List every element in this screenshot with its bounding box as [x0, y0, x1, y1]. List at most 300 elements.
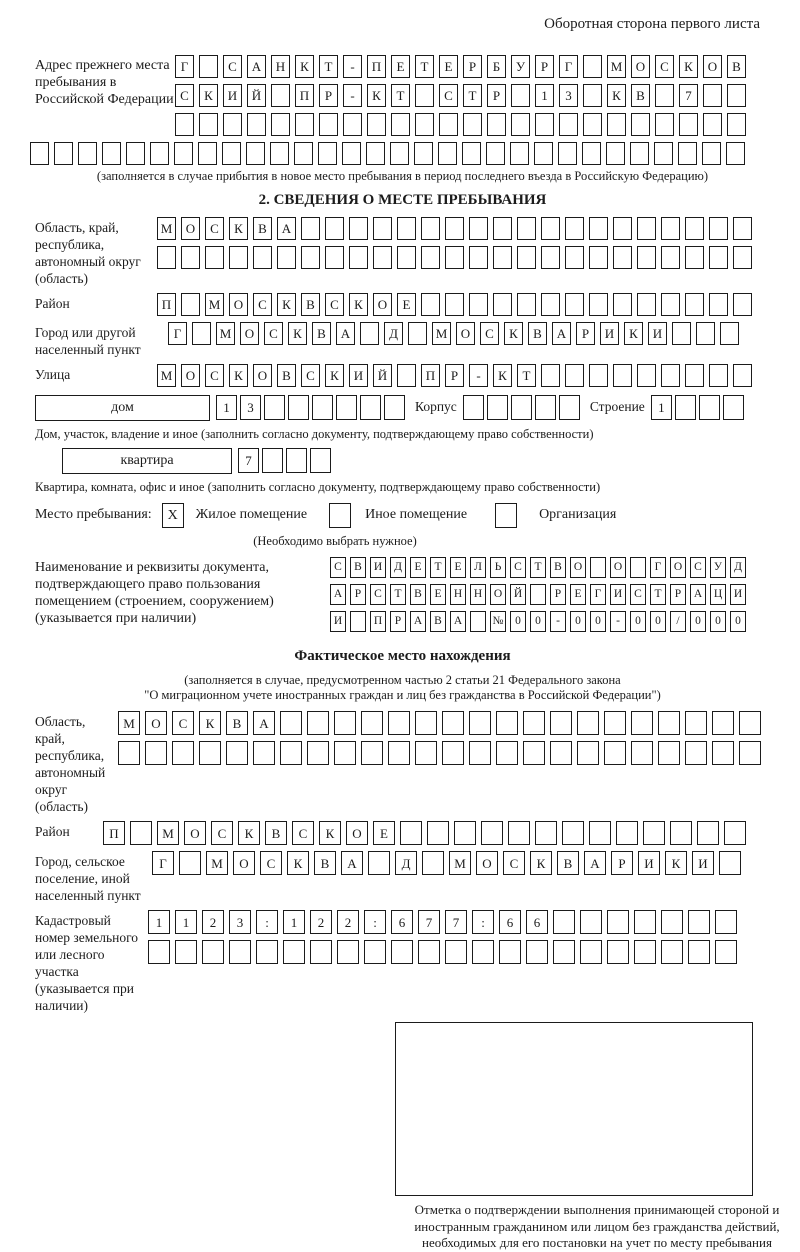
char-box[interactable]: С	[253, 293, 272, 316]
char-box[interactable]	[262, 448, 283, 473]
char-box[interactable]: А	[690, 584, 706, 605]
char-box[interactable]: К	[493, 364, 512, 387]
char-box[interactable]	[256, 940, 278, 964]
char-box[interactable]	[739, 741, 761, 765]
char-box[interactable]: С	[260, 851, 282, 875]
char-box[interactable]: 0	[710, 611, 726, 632]
char-box[interactable]	[418, 940, 440, 964]
char-box[interactable]: В	[430, 611, 446, 632]
char-box[interactable]	[630, 142, 649, 165]
char-box[interactable]	[148, 940, 170, 964]
char-box[interactable]	[685, 293, 704, 316]
char-box[interactable]: Р	[350, 584, 366, 605]
char-box[interactable]	[310, 448, 331, 473]
char-box[interactable]: С	[205, 364, 224, 387]
char-box[interactable]: 2	[337, 910, 359, 934]
char-box[interactable]	[391, 113, 410, 136]
char-box[interactable]: К	[277, 293, 296, 316]
char-box[interactable]: В	[410, 584, 426, 605]
char-box[interactable]: С	[370, 584, 386, 605]
char-box[interactable]	[360, 322, 379, 345]
char-box[interactable]: 7	[445, 910, 467, 934]
char-box[interactable]	[685, 741, 707, 765]
char-box[interactable]	[438, 142, 457, 165]
char-box[interactable]	[469, 741, 491, 765]
char-box[interactable]	[415, 84, 434, 107]
char-box[interactable]	[541, 293, 560, 316]
char-box[interactable]	[534, 142, 553, 165]
char-box[interactable]	[442, 711, 464, 735]
char-box[interactable]	[517, 246, 536, 269]
char-box[interactable]: В	[301, 293, 320, 316]
char-box[interactable]	[589, 246, 608, 269]
char-box[interactable]: П	[157, 293, 176, 316]
char-box[interactable]	[319, 113, 338, 136]
char-box[interactable]	[295, 113, 314, 136]
char-box[interactable]	[658, 741, 680, 765]
char-box[interactable]: Р	[611, 851, 633, 875]
char-box[interactable]: О	[703, 55, 722, 78]
char-box[interactable]	[481, 821, 503, 845]
char-box[interactable]	[493, 246, 512, 269]
char-box[interactable]	[397, 246, 416, 269]
char-box[interactable]	[655, 84, 674, 107]
char-box[interactable]: Е	[410, 557, 426, 578]
char-box[interactable]: Д	[384, 322, 403, 345]
char-box[interactable]	[637, 217, 656, 240]
char-box[interactable]	[439, 113, 458, 136]
char-box[interactable]	[342, 142, 361, 165]
char-box[interactable]: А	[330, 584, 346, 605]
char-box[interactable]	[511, 84, 530, 107]
char-box[interactable]: К	[287, 851, 309, 875]
char-box[interactable]	[388, 741, 410, 765]
char-box[interactable]: 6	[391, 910, 413, 934]
char-box[interactable]: У	[710, 557, 726, 578]
char-box[interactable]: Н	[470, 584, 486, 605]
char-box[interactable]: М	[432, 322, 451, 345]
char-box[interactable]: М	[205, 293, 224, 316]
char-box[interactable]	[280, 711, 302, 735]
char-box[interactable]	[397, 364, 416, 387]
char-box[interactable]: О	[145, 711, 167, 735]
char-box[interactable]	[712, 741, 734, 765]
char-box[interactable]	[222, 142, 241, 165]
char-box[interactable]: Е	[373, 821, 395, 845]
char-box[interactable]: 1	[175, 910, 197, 934]
char-box[interactable]: П	[103, 821, 125, 845]
char-box[interactable]	[510, 142, 529, 165]
char-box[interactable]	[541, 246, 560, 269]
char-box[interactable]: О	[181, 217, 200, 240]
char-box[interactable]: В	[314, 851, 336, 875]
char-box[interactable]	[226, 741, 248, 765]
char-box[interactable]	[589, 293, 608, 316]
char-box[interactable]: 0	[650, 611, 666, 632]
char-box[interactable]: С	[175, 84, 194, 107]
char-box[interactable]	[631, 741, 653, 765]
char-box[interactable]: О	[346, 821, 368, 845]
char-box[interactable]	[202, 940, 224, 964]
char-box[interactable]	[565, 293, 584, 316]
char-box[interactable]: Е	[391, 55, 410, 78]
char-box[interactable]	[733, 246, 752, 269]
char-box[interactable]: М	[206, 851, 228, 875]
char-box[interactable]	[699, 395, 720, 420]
char-box[interactable]	[661, 217, 680, 240]
char-box[interactable]: Й	[510, 584, 526, 605]
char-box[interactable]: Е	[397, 293, 416, 316]
char-box[interactable]: И	[370, 557, 386, 578]
char-box[interactable]	[661, 293, 680, 316]
char-box[interactable]: А	[450, 611, 466, 632]
char-box[interactable]: А	[584, 851, 606, 875]
char-box[interactable]: Ь	[490, 557, 506, 578]
char-box[interactable]	[350, 611, 366, 632]
char-box[interactable]	[679, 113, 698, 136]
char-box[interactable]	[493, 217, 512, 240]
char-box[interactable]: Д	[730, 557, 746, 578]
char-box[interactable]	[517, 217, 536, 240]
char-box[interactable]	[712, 711, 734, 735]
char-box[interactable]: М	[157, 821, 179, 845]
char-box[interactable]: М	[607, 55, 626, 78]
char-box[interactable]	[583, 55, 602, 78]
char-box[interactable]: А	[253, 711, 275, 735]
char-box[interactable]	[616, 821, 638, 845]
char-box[interactable]	[631, 711, 653, 735]
char-box[interactable]: 0	[530, 611, 546, 632]
char-box[interactable]	[661, 940, 683, 964]
char-box[interactable]	[654, 142, 673, 165]
char-box[interactable]	[517, 293, 536, 316]
char-box[interactable]	[580, 940, 602, 964]
char-box[interactable]: 3	[229, 910, 251, 934]
char-box[interactable]	[175, 113, 194, 136]
char-box[interactable]: М	[118, 711, 140, 735]
char-box[interactable]	[277, 246, 296, 269]
char-box[interactable]: 3	[240, 395, 261, 420]
char-box[interactable]: В	[557, 851, 579, 875]
char-box[interactable]	[400, 821, 422, 845]
char-box[interactable]	[388, 711, 410, 735]
char-box[interactable]: 1	[216, 395, 237, 420]
char-box[interactable]	[181, 293, 200, 316]
char-box[interactable]: К	[295, 55, 314, 78]
char-box[interactable]: П	[421, 364, 440, 387]
char-box[interactable]	[558, 142, 577, 165]
char-box[interactable]: В	[727, 55, 746, 78]
char-box[interactable]	[271, 84, 290, 107]
char-box[interactable]: П	[370, 611, 386, 632]
char-box[interactable]	[535, 395, 556, 420]
char-box[interactable]: В	[277, 364, 296, 387]
char-box[interactable]	[535, 821, 557, 845]
char-box[interactable]: Т	[463, 84, 482, 107]
char-box[interactable]	[508, 821, 530, 845]
char-box[interactable]	[181, 246, 200, 269]
char-box[interactable]: К	[325, 364, 344, 387]
char-box[interactable]	[198, 142, 217, 165]
char-box[interactable]	[229, 940, 251, 964]
char-box[interactable]	[415, 741, 437, 765]
char-box[interactable]	[205, 246, 224, 269]
char-box[interactable]: И	[330, 611, 346, 632]
char-box[interactable]	[559, 395, 580, 420]
char-box[interactable]	[577, 711, 599, 735]
char-box[interactable]	[78, 142, 97, 165]
char-box[interactable]	[607, 910, 629, 934]
char-box[interactable]	[368, 851, 390, 875]
char-box[interactable]: К	[319, 821, 341, 845]
char-box[interactable]	[697, 821, 719, 845]
char-box[interactable]	[523, 711, 545, 735]
char-box[interactable]: И	[730, 584, 746, 605]
char-box[interactable]	[223, 113, 242, 136]
char-box[interactable]	[307, 711, 329, 735]
char-box[interactable]	[472, 940, 494, 964]
char-box[interactable]: Р	[319, 84, 338, 107]
char-box[interactable]: И	[648, 322, 667, 345]
char-box[interactable]	[496, 741, 518, 765]
char-box[interactable]	[364, 940, 386, 964]
char-box[interactable]	[102, 142, 121, 165]
char-box[interactable]	[246, 142, 265, 165]
char-box[interactable]	[511, 395, 532, 420]
char-box[interactable]	[294, 142, 313, 165]
char-box[interactable]	[336, 395, 357, 420]
char-box[interactable]: Г	[168, 322, 187, 345]
char-box[interactable]	[726, 142, 745, 165]
char-box[interactable]	[301, 246, 320, 269]
char-box[interactable]: О	[670, 557, 686, 578]
char-box[interactable]: -	[610, 611, 626, 632]
char-box[interactable]	[727, 84, 746, 107]
char-box[interactable]	[607, 113, 626, 136]
char-box[interactable]	[469, 246, 488, 269]
char-box[interactable]	[118, 741, 140, 765]
char-box[interactable]: 7	[679, 84, 698, 107]
char-box[interactable]	[631, 113, 650, 136]
char-box[interactable]	[349, 217, 368, 240]
char-box[interactable]	[511, 113, 530, 136]
char-box[interactable]: С	[292, 821, 314, 845]
char-box[interactable]: С	[510, 557, 526, 578]
char-box[interactable]: С	[223, 55, 242, 78]
char-box[interactable]: Й	[373, 364, 392, 387]
char-box[interactable]: 1	[283, 910, 305, 934]
char-box[interactable]	[445, 940, 467, 964]
char-box[interactable]: Т	[391, 84, 410, 107]
char-box[interactable]	[590, 557, 606, 578]
char-box[interactable]	[685, 246, 704, 269]
char-box[interactable]: 2	[202, 910, 224, 934]
char-box[interactable]	[685, 217, 704, 240]
char-box[interactable]: -	[343, 55, 362, 78]
char-box[interactable]	[733, 364, 752, 387]
char-box[interactable]	[283, 940, 305, 964]
char-box[interactable]	[462, 142, 481, 165]
char-box[interactable]	[604, 711, 626, 735]
char-box[interactable]: М	[157, 364, 176, 387]
char-box[interactable]	[637, 293, 656, 316]
char-box[interactable]	[541, 364, 560, 387]
char-box[interactable]: С	[211, 821, 233, 845]
char-box[interactable]	[733, 217, 752, 240]
char-box[interactable]	[421, 217, 440, 240]
char-box[interactable]: Р	[445, 364, 464, 387]
char-box[interactable]	[530, 584, 546, 605]
char-box[interactable]	[199, 741, 221, 765]
char-box[interactable]: 1	[535, 84, 554, 107]
char-box[interactable]: С	[503, 851, 525, 875]
char-box[interactable]	[442, 741, 464, 765]
char-box[interactable]	[661, 246, 680, 269]
char-box[interactable]	[175, 940, 197, 964]
char-box[interactable]: Г	[175, 55, 194, 78]
char-box[interactable]	[126, 142, 145, 165]
char-box[interactable]	[613, 293, 632, 316]
char-box[interactable]	[672, 322, 691, 345]
char-box[interactable]	[145, 741, 167, 765]
char-box[interactable]	[604, 741, 626, 765]
char-box[interactable]: Р	[390, 611, 406, 632]
char-box[interactable]	[675, 395, 696, 420]
char-box[interactable]: П	[367, 55, 386, 78]
char-box[interactable]: О	[373, 293, 392, 316]
char-box[interactable]: 2	[310, 910, 332, 934]
char-box[interactable]	[565, 217, 584, 240]
char-box[interactable]	[487, 395, 508, 420]
char-box[interactable]	[337, 940, 359, 964]
char-box[interactable]: Т	[415, 55, 434, 78]
char-box[interactable]	[724, 821, 746, 845]
char-box[interactable]	[270, 142, 289, 165]
char-box[interactable]	[709, 364, 728, 387]
char-box[interactable]	[427, 821, 449, 845]
char-box[interactable]: 0	[630, 611, 646, 632]
char-box[interactable]: :	[364, 910, 386, 934]
char-box[interactable]: Е	[570, 584, 586, 605]
char-box[interactable]: Р	[463, 55, 482, 78]
char-box[interactable]: А	[247, 55, 266, 78]
char-box[interactable]	[199, 55, 218, 78]
char-box[interactable]: К	[607, 84, 626, 107]
char-box[interactable]: Г	[559, 55, 578, 78]
char-box[interactable]	[727, 113, 746, 136]
char-box[interactable]	[172, 741, 194, 765]
char-box[interactable]: Е	[439, 55, 458, 78]
char-box[interactable]	[174, 142, 193, 165]
char-box[interactable]: Б	[487, 55, 506, 78]
char-box[interactable]	[565, 364, 584, 387]
char-box[interactable]	[661, 364, 680, 387]
char-box[interactable]: К	[349, 293, 368, 316]
char-box[interactable]	[229, 246, 248, 269]
char-box[interactable]	[658, 711, 680, 735]
char-box[interactable]: С	[439, 84, 458, 107]
char-box[interactable]: К	[229, 364, 248, 387]
char-box[interactable]	[550, 711, 572, 735]
char-box[interactable]	[715, 940, 737, 964]
char-box[interactable]: С	[630, 584, 646, 605]
char-box[interactable]	[361, 741, 383, 765]
char-box[interactable]	[463, 113, 482, 136]
char-box[interactable]: С	[172, 711, 194, 735]
char-box[interactable]: Р	[550, 584, 566, 605]
char-box[interactable]: С	[690, 557, 706, 578]
char-box[interactable]: К	[367, 84, 386, 107]
char-box[interactable]: О	[233, 851, 255, 875]
char-box[interactable]	[307, 741, 329, 765]
char-box[interactable]	[415, 711, 437, 735]
char-box[interactable]	[535, 113, 554, 136]
char-box[interactable]	[361, 711, 383, 735]
char-box[interactable]	[553, 940, 575, 964]
char-box[interactable]	[349, 246, 368, 269]
char-box[interactable]: С	[264, 322, 283, 345]
char-box[interactable]: С	[330, 557, 346, 578]
char-box[interactable]	[334, 741, 356, 765]
char-box[interactable]: 6	[526, 910, 548, 934]
char-box[interactable]	[445, 246, 464, 269]
char-box[interactable]: /	[670, 611, 686, 632]
char-box[interactable]	[384, 395, 405, 420]
char-box[interactable]	[613, 246, 632, 269]
char-box[interactable]	[733, 293, 752, 316]
char-box[interactable]: Н	[271, 55, 290, 78]
char-box[interactable]	[366, 142, 385, 165]
char-box[interactable]	[179, 851, 201, 875]
char-box[interactable]: У	[511, 55, 530, 78]
char-box[interactable]	[415, 113, 434, 136]
char-box[interactable]: А	[410, 611, 426, 632]
char-box[interactable]	[325, 217, 344, 240]
char-box[interactable]: К	[199, 711, 221, 735]
char-box[interactable]	[670, 821, 692, 845]
char-box[interactable]	[264, 395, 285, 420]
char-box[interactable]	[562, 821, 584, 845]
char-box[interactable]: 0	[690, 611, 706, 632]
char-box[interactable]	[720, 322, 739, 345]
char-box[interactable]: К	[229, 217, 248, 240]
char-box[interactable]	[408, 322, 427, 345]
char-box[interactable]: Г	[650, 557, 666, 578]
char-box[interactable]: И	[223, 84, 242, 107]
char-box[interactable]: К	[679, 55, 698, 78]
char-box[interactable]	[589, 821, 611, 845]
char-box[interactable]: Ц	[710, 584, 726, 605]
char-box[interactable]	[703, 84, 722, 107]
char-box[interactable]: С	[301, 364, 320, 387]
char-box[interactable]	[582, 142, 601, 165]
char-box[interactable]	[301, 217, 320, 240]
char-box[interactable]	[643, 821, 665, 845]
char-box[interactable]: Н	[450, 584, 466, 605]
char-box[interactable]: Д	[395, 851, 417, 875]
char-box[interactable]: -	[550, 611, 566, 632]
char-box[interactable]: К	[624, 322, 643, 345]
char-box[interactable]	[723, 395, 744, 420]
char-box[interactable]: Р	[487, 84, 506, 107]
char-box[interactable]	[367, 113, 386, 136]
char-box[interactable]: С	[655, 55, 674, 78]
char-box[interactable]	[719, 851, 741, 875]
char-box[interactable]: О	[631, 55, 650, 78]
char-box[interactable]	[421, 246, 440, 269]
char-box[interactable]	[422, 851, 444, 875]
char-box[interactable]	[541, 217, 560, 240]
